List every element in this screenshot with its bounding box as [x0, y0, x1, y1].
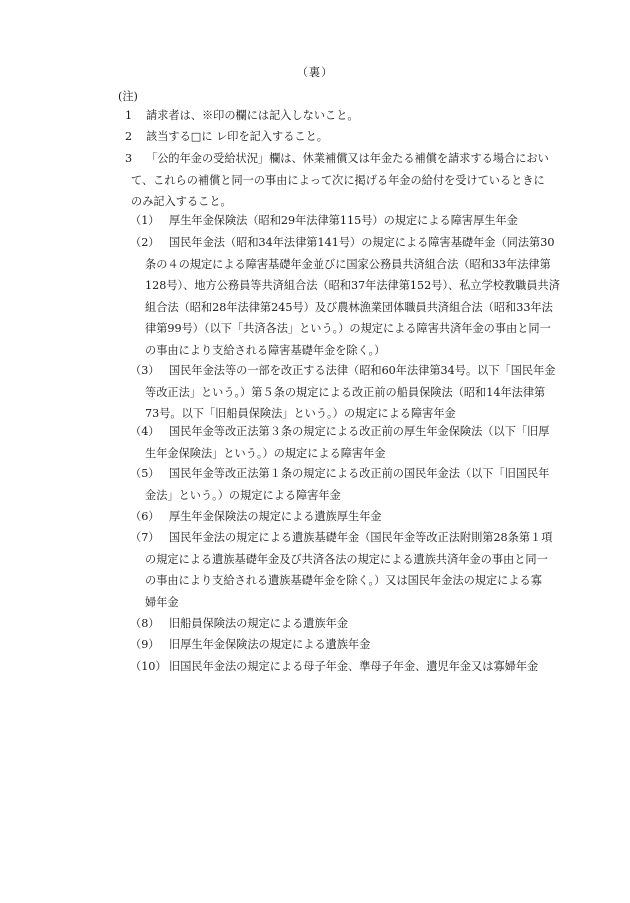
- subitem-line: 国民年金法等の一部を改正する法律（昭和60年法律第34号。以下「国民年金: [169, 364, 556, 377]
- subitem-line: 等改正法」という。）第５条の規定による改正前の船員保険法（昭和14年法律第: [145, 385, 546, 399]
- subitem-line: 旧国民年金法の規定による母子年金、準母子年金、遺児年金又は寡婦年金: [169, 660, 539, 673]
- subitem-line: 73号。以下「旧船員保険法」という。）の規定による障害年金: [145, 407, 456, 420]
- note-line: て、これらの補償と同一の事由によって次に掲げる年金の給付を受けているときに: [131, 173, 545, 187]
- note-line: 該当する□に レ印を記入すること。: [146, 130, 328, 143]
- note-line: 請求者は、※印の欄には記入しないこと。: [146, 109, 359, 122]
- subitem-line: 厚生年金保険法（昭和29年法律第115号）の規定による障害厚生年金: [169, 214, 518, 227]
- subitem-line: 旧船員保険法の規定による遺族年金: [169, 617, 349, 630]
- subitem-line: 組合法（昭和28年法律第245号）及び農林漁業団体職員共済組合法（昭和33年法: [145, 300, 553, 314]
- subitem-line: 厚生年金保険法の規定による遺族厚生年金: [169, 510, 382, 523]
- note-line: のみ記入すること。: [131, 195, 232, 208]
- subitem-line: 国民年金法の規定による遺族基礎年金（国民年金等改正法附則第28条第１項: [169, 531, 553, 544]
- subitem-number: （4）: [130, 425, 160, 438]
- note-number: 2: [125, 130, 133, 143]
- note-line: 「公的年金の受給状況」欄は、休業補償又は年金たる補償を請求する場合におい: [146, 152, 549, 165]
- subitem-line: 条の４の規定による障害基礎年金並びに国家公務員共済組合法（昭和33年法律第: [145, 257, 551, 271]
- subitem-number: （1）: [130, 214, 160, 227]
- subitem-number: （2）: [130, 236, 160, 249]
- subitem-line: 旧厚生年金保険法の規定による遺族年金: [169, 638, 371, 651]
- subitem-line: の事由により支給される遺族基礎年金を除く。）又は国民年金法の規定による寡: [145, 574, 542, 587]
- subitem-number: （9）: [130, 638, 160, 651]
- subitem-line: 国民年金等改正法第１条の規定による改正前の国民年金法（以下「旧国民年: [169, 467, 550, 480]
- subitem-line: の規定による遺族基礎年金及び共済各法の規定による遺族共済年金の事由と同一: [145, 552, 548, 566]
- subitem-line: 律第99号）（以下「共済各法」という。）の規定による障害共済年金の事由と同一: [145, 322, 551, 335]
- subitem-line: 国民年金法（昭和34年法律第141号）の規定による障害基礎年金（同法第30: [169, 236, 555, 249]
- notes-heading: (注): [118, 90, 138, 103]
- subitem-line: 国民年金等改正法第３条の規定による改正前の厚生年金保険法（以下「旧厚: [169, 425, 550, 438]
- subitem-number: （3）: [130, 364, 160, 377]
- subitem-line: の事由により支給される障害基礎年金を除く。）: [145, 343, 386, 357]
- note-number: 1: [125, 109, 133, 122]
- page-title: （裏）: [296, 66, 334, 79]
- subitem-line: 金法」という。）の規定による障害年金: [145, 488, 341, 502]
- subitem-number: （6）: [130, 510, 160, 523]
- subitem-number: （8）: [130, 617, 160, 630]
- subitem-number: （5）: [130, 467, 160, 480]
- subitem-line: 128号）、地方公務員等共済組合法（昭和37年法律第152号）、私立学校教職員共済: [145, 279, 560, 292]
- subitem-line: 婦年金: [145, 595, 179, 609]
- subitem-number: （7）: [130, 531, 160, 544]
- note-number: 3: [125, 152, 133, 165]
- subitem-line: 生年金保険法」という。）の規定による障害年金: [145, 446, 386, 460]
- subitem-number: （10）: [130, 660, 167, 673]
